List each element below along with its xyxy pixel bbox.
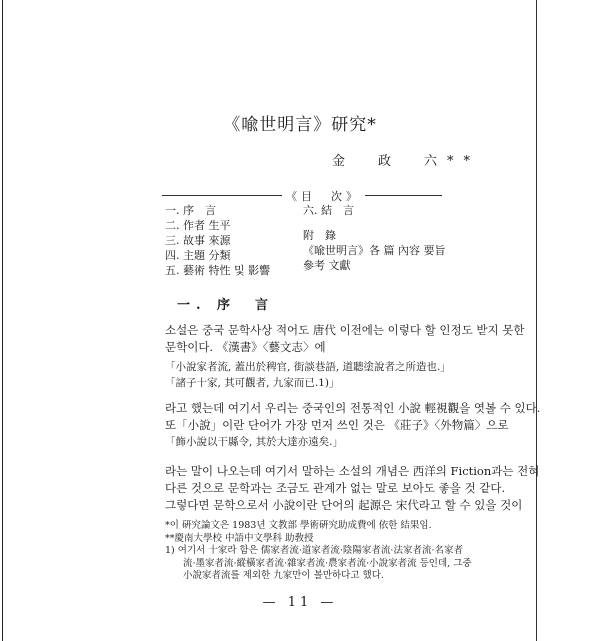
quote-line: 「諸子十家, 其可觀者, 九家而已.1)」	[165, 377, 340, 389]
body-paragraph	[165, 463, 539, 514]
toc-item: 附 錄	[303, 229, 336, 242]
quote-line: 「飾小說以干縣令, 其於大達亦遠矣.」	[165, 436, 344, 448]
toc-item: 參考 文獻	[303, 259, 351, 272]
block-quote	[165, 434, 343, 450]
body-paragraph	[165, 322, 525, 356]
text-line: 문학이다. 《漢書》〈藝文志〉에	[165, 340, 326, 354]
toc-item: 五. 藝術 特性 및 影響	[165, 264, 271, 277]
footnote: **慶南大學校 中語中文學科 助敎授	[165, 532, 314, 544]
text-line: 소설은 중국 문학사상 적어도 唐代 이전에는 이렇다 할 인정도 받지 못한	[165, 323, 525, 337]
scan-edge-right	[536, 0, 537, 641]
paper-title: 《喩世明言》研究*	[223, 115, 377, 135]
footnote: *이 硏究論文은 1983년 文教部 學術硏究助成費에 依한 結果임.	[165, 520, 432, 531]
text-line: 또「小說」이란 단어가 가장 먼저 쓰인 것은 《莊子》〈外物篇〉으로	[165, 418, 509, 432]
block-quote	[165, 359, 451, 391]
author-name: 金 政 六**	[332, 154, 481, 169]
text-line: 라고 했는데 여기서 우리는 중국인의 전통적인 小說 輕視觀을 엿볼 수 있다.	[165, 401, 541, 415]
footnote: 1) 여기서 十家라 함은 儒家者流·道家者流·陰陽家者流·法家者流·名家者	[165, 545, 463, 556]
footnotes	[165, 520, 472, 583]
text-line: 라는 말이 나오는데 여기서 말하는 소설의 개념은 西洋의 Fiction과는 전혀	[165, 464, 540, 478]
toc-heading-label: 《目 次》	[282, 188, 365, 204]
page-number: — 11 —	[262, 595, 338, 610]
toc-item: 三. 故事 來源	[165, 234, 231, 247]
toc-left-column	[165, 203, 270, 278]
toc-item: 二. 作者 生平	[165, 219, 231, 232]
text-line: 그렇다면 문학으로서 小說이란 단어의 起源은 宋代라고 할 수 있을 것이	[165, 498, 523, 512]
toc-right-column	[303, 203, 446, 273]
body-paragraph	[165, 400, 540, 434]
quote-line: 「小說家者流, 蓋出於稗官, 街談巷語, 道聽塗說者之所造也.」	[165, 361, 451, 373]
toc-item: 六. 結 言	[303, 204, 354, 217]
toc-item: 四. 主題 分類	[165, 249, 231, 262]
text-line: 다른 것으로 문학과는 조금도 관계가 없는 말로 보아도 좋을 것 같다.	[165, 481, 506, 495]
section-heading: 一. 序 言	[177, 298, 275, 313]
toc-item: 一. 序 言	[165, 204, 216, 217]
footnote-continuation: 流·墨家者流·縱橫家者流·雜家者流·農家者流·小說家者流 등인데, 그중	[183, 557, 472, 569]
toc-item: 《喩世明言》各 篇 內容 要旨	[303, 244, 446, 257]
footnote-continuation: 小說家者流를 제외한 九家만이 볼만하다고 했다.	[183, 570, 384, 581]
scan-edge-left	[2, 0, 3, 641]
toc-heading	[162, 188, 442, 202]
